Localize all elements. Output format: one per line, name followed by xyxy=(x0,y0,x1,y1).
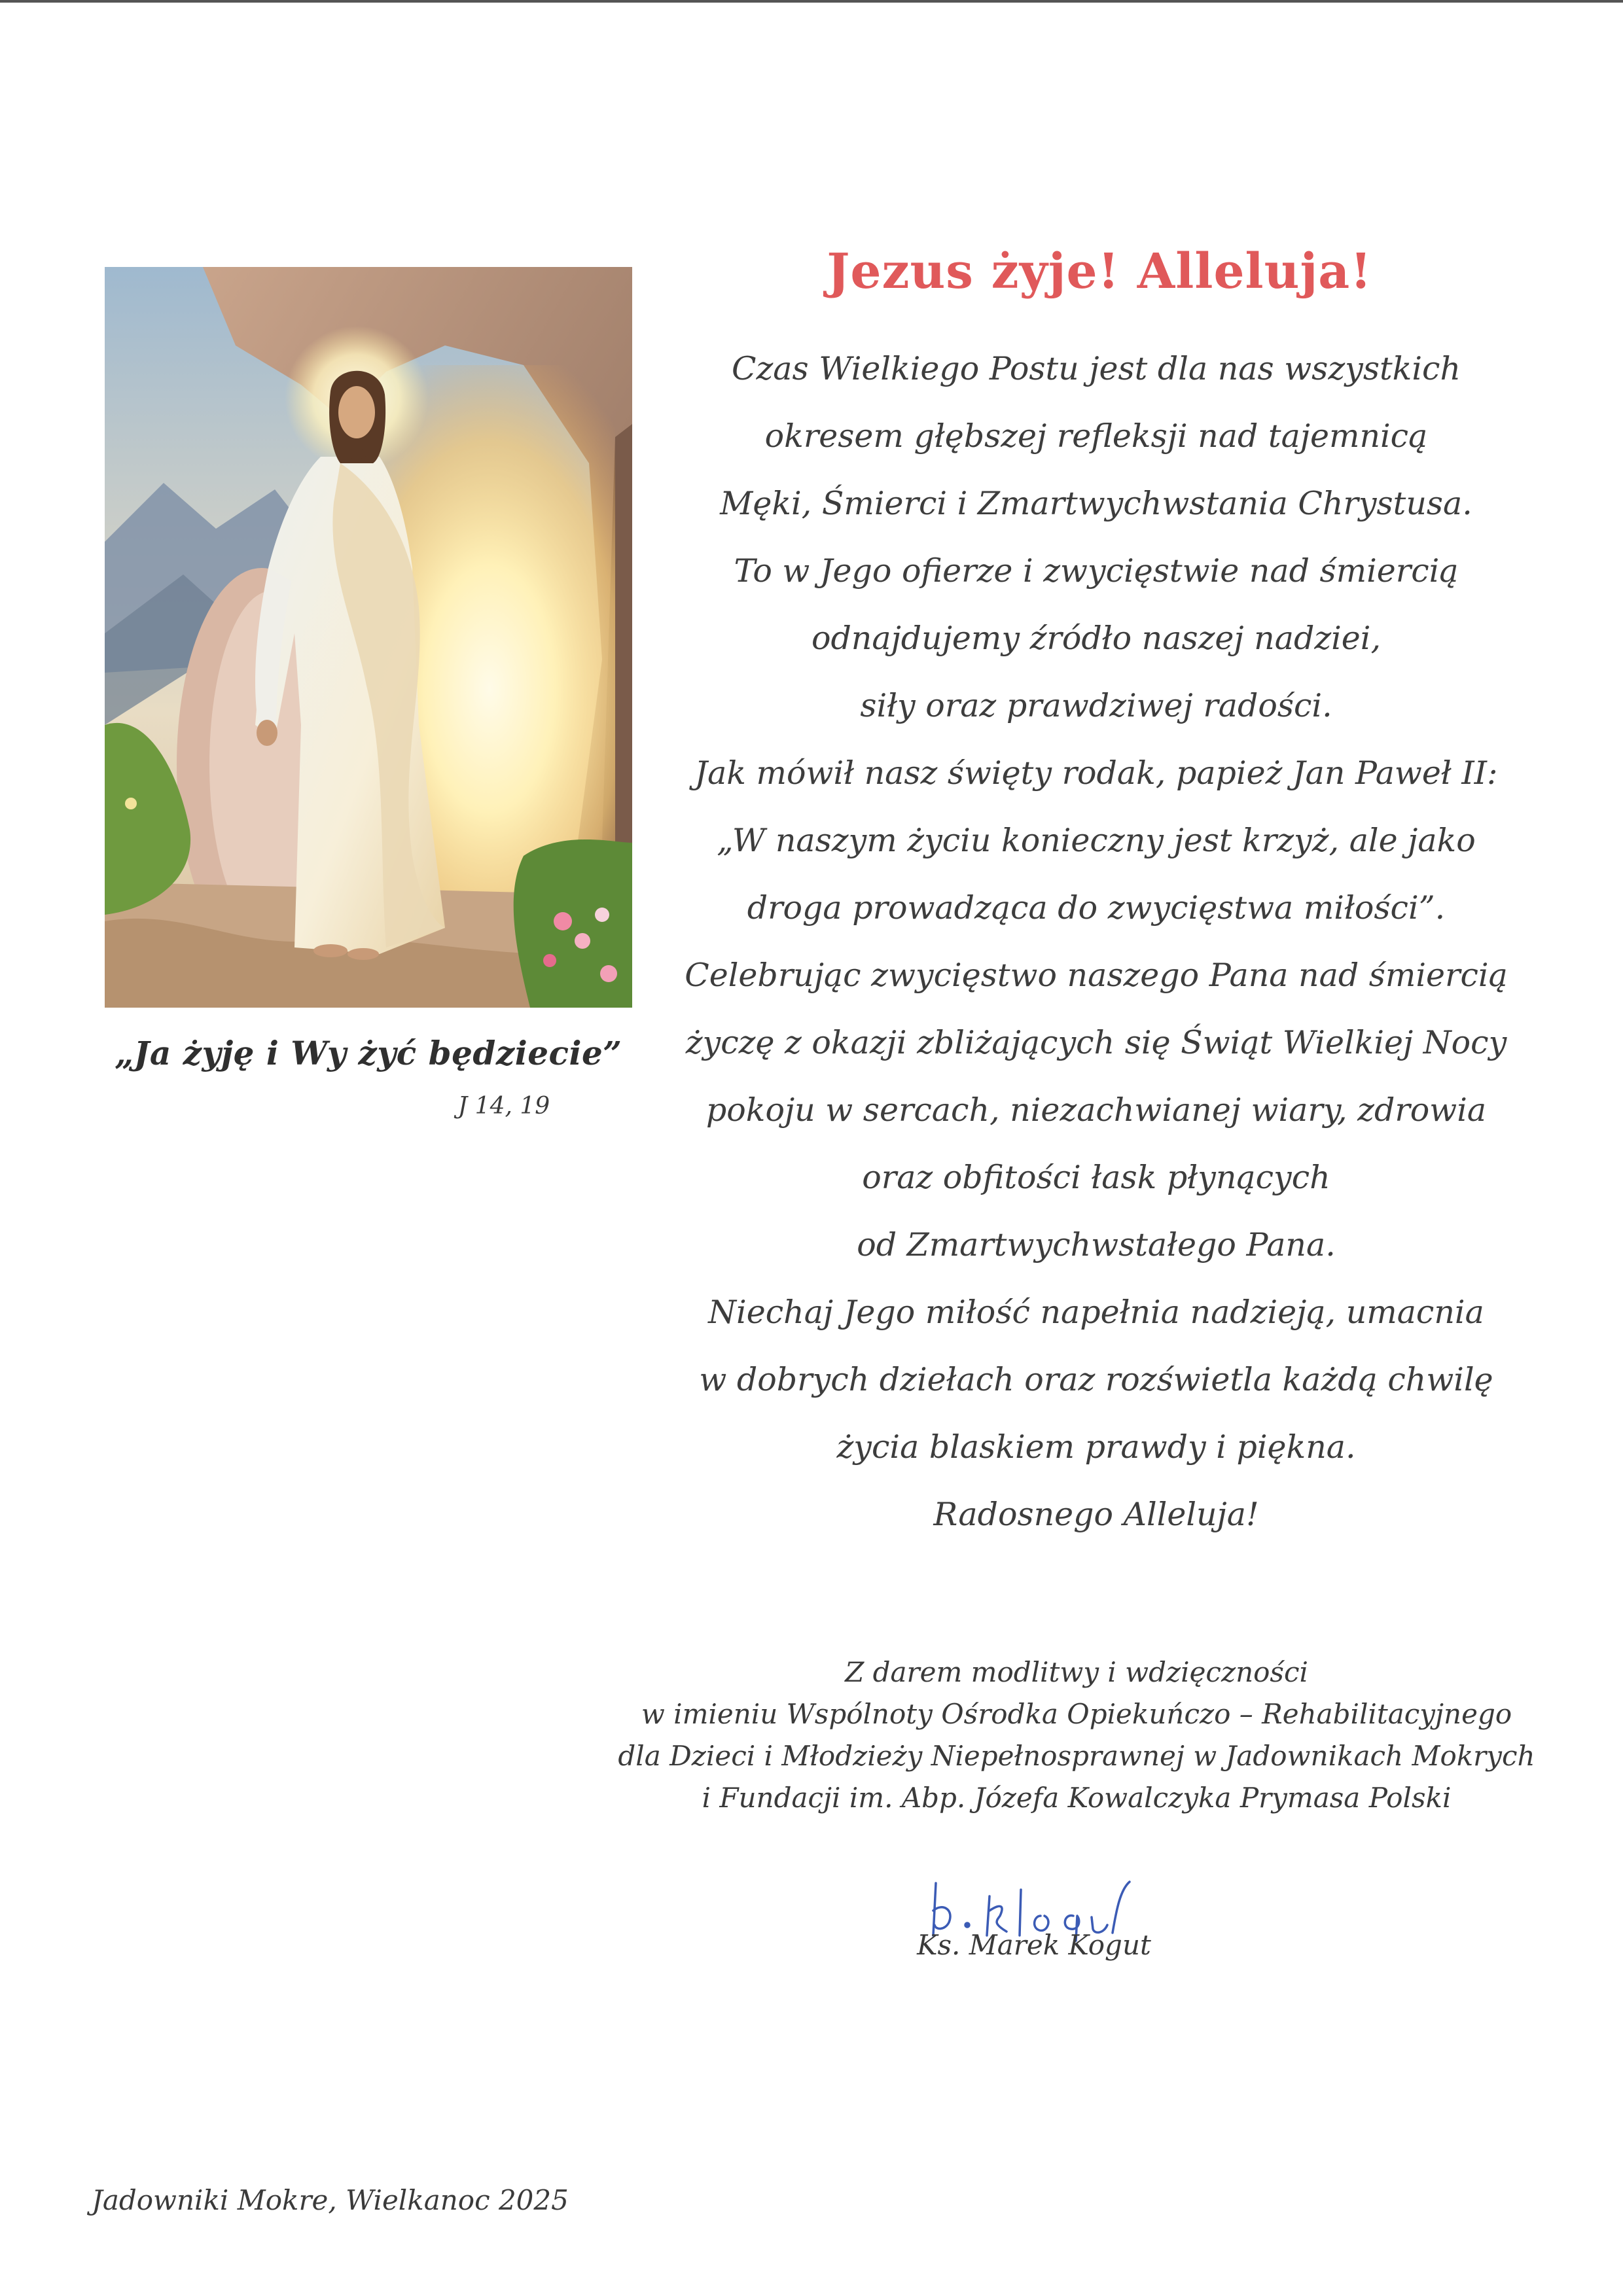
body-line: życia blaskiem prawdy i piękna. xyxy=(836,1428,1356,1466)
dedication-line: w imieniu Wspólnoty Ośrodka Opiekuńczo – Rehabilitacyjnego xyxy=(641,1698,1512,1730)
dedication-line: i Fundacji im. Abp. Józefa Kowalczyka Prymasa Polski xyxy=(702,1782,1452,1814)
greeting-body xyxy=(674,335,1518,1548)
closing-dedication xyxy=(576,1651,1577,1819)
page-top-border xyxy=(0,0,1623,3)
body-line: Niechaj Jego miłość napełnia nadzieją, umacnia xyxy=(708,1294,1484,1331)
body-line: Radosnego Alleluja! xyxy=(933,1496,1259,1533)
body-line: siły oraz prawdziwej radości. xyxy=(860,687,1332,724)
body-line: w dobrych dziełach oraz rozświetla każdą chwilę xyxy=(699,1361,1493,1398)
body-line: Jak mówił nasz święty rodak, papież Jan Paweł II: xyxy=(694,754,1498,792)
body-line: Czas Wielkiego Postu jest dla nas wszystkich xyxy=(731,350,1461,387)
page-title: Jezus żyje! Alleluja! xyxy=(827,243,1372,300)
scripture-reference: J 14, 19 xyxy=(457,1093,550,1120)
body-line: pokoju w sercach, niezachwianej wiary, zdrowia xyxy=(705,1091,1487,1129)
body-line: Celebrując zwycięstwo naszego Pana nad śmiercią xyxy=(685,957,1508,994)
body-line: odnajdujemy źródło naszej nadziei, xyxy=(811,620,1382,657)
body-line: „W naszym życiu konieczny jest krzyż, ale jako xyxy=(717,822,1476,859)
body-line: okresem głębszej refleksji nad tajemnicą xyxy=(764,417,1428,455)
body-line: To w Jego ofierze i zwycięstwie nad śmiercią xyxy=(734,552,1459,590)
body-line: Męki, Śmierci i Zmartwychwstania Chrystusa. xyxy=(720,485,1472,522)
dedication-line: dla Dzieci i Młodzieży Niepełnosprawnej w Jadownikach Mokrych xyxy=(618,1740,1535,1772)
body-line: od Zmartwychwstałego Pana. xyxy=(857,1226,1336,1263)
risen-christ-image xyxy=(105,267,632,1008)
body-line: życzę z okazji zbliżających się Świąt Wielkiej Nocy xyxy=(685,1024,1507,1061)
place-and-date: Jadowniki Mokre, Wielkanoc 2025 xyxy=(92,2184,569,2216)
body-line: droga prowadząca do zwycięstwa miłości”. xyxy=(747,889,1446,927)
scripture-quote: „Ja żyję i Wy żyć będziecie” xyxy=(115,1034,622,1072)
body-line: oraz obfitości łask płynących xyxy=(862,1159,1330,1196)
dedication-line: Z darem modlitwy i wdzięczności xyxy=(845,1656,1308,1688)
signer-name: Ks. Marek Kogut xyxy=(917,1929,1151,1961)
